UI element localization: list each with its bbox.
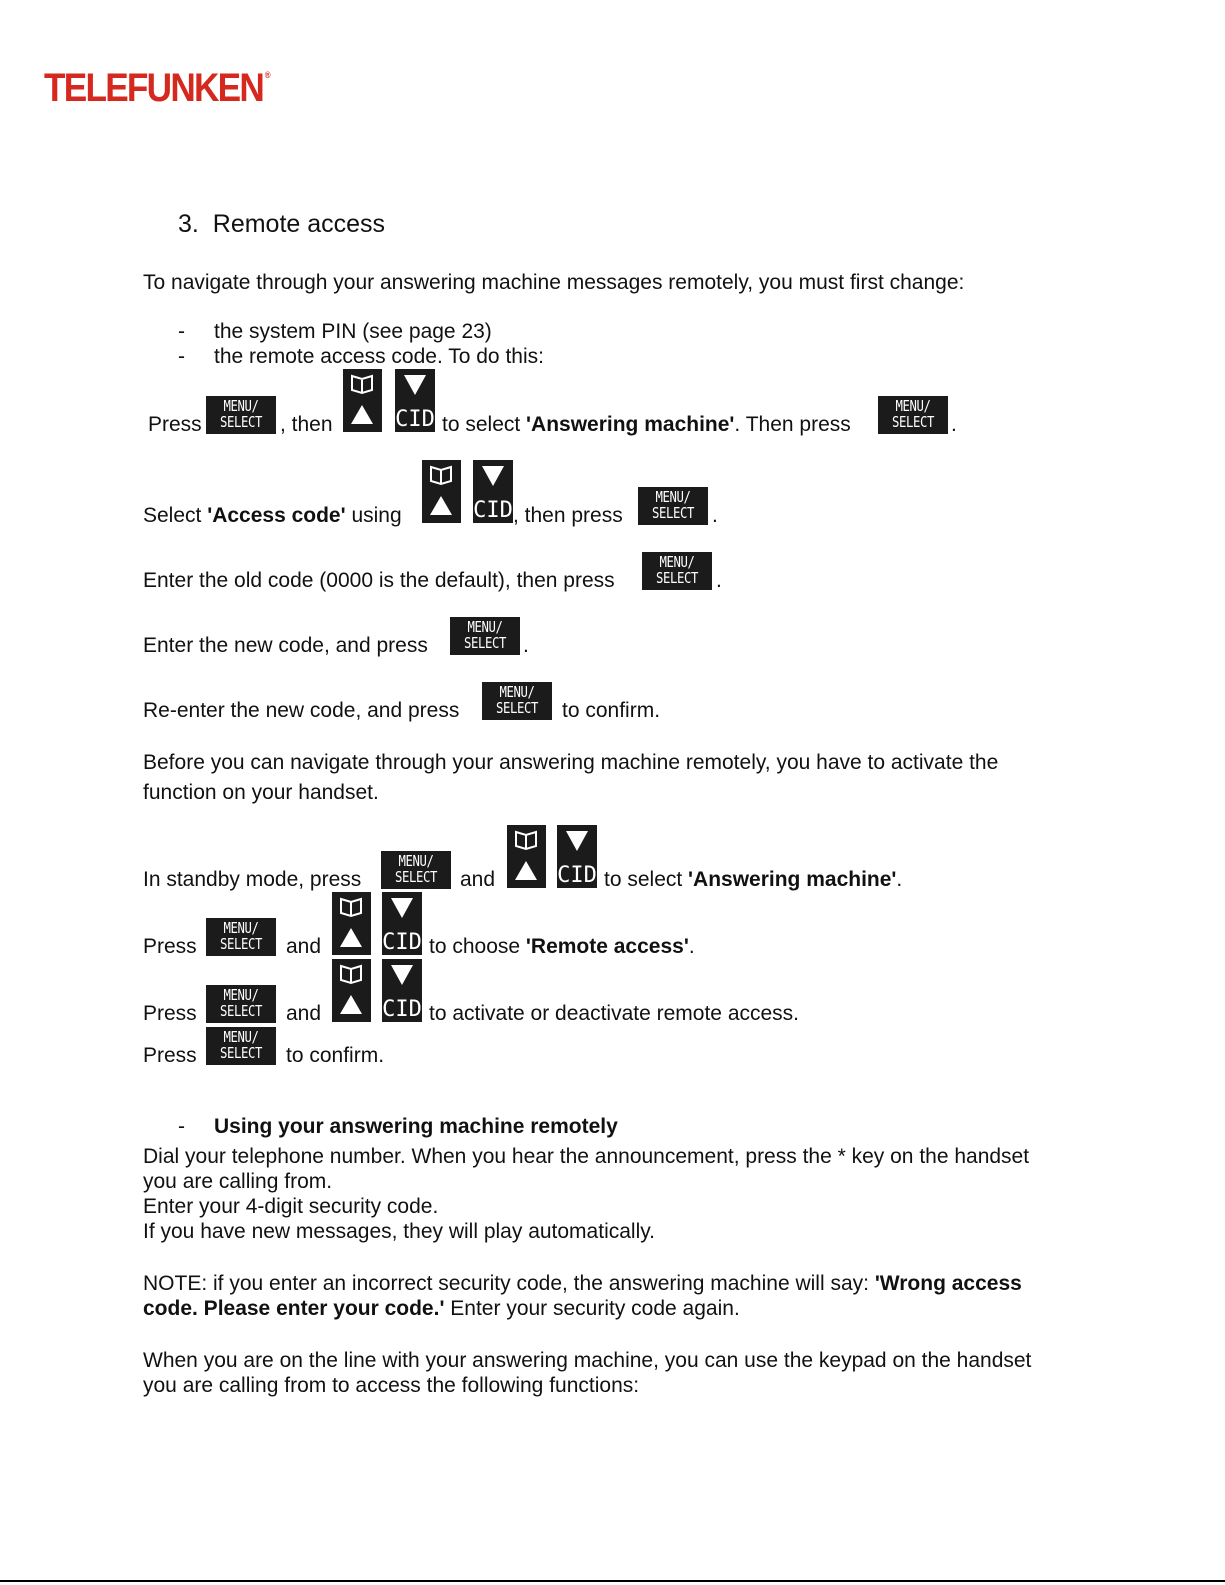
step7-and: and xyxy=(286,935,322,958)
step2-access-code: 'Access code' xyxy=(207,504,346,527)
note-line-1 xyxy=(143,1272,1022,1296)
section-number: 3. xyxy=(178,210,199,238)
step6-select-line xyxy=(604,868,902,892)
remote-heading: Using your answering machine remotely xyxy=(214,1115,618,1138)
step1-then: , then xyxy=(280,413,333,436)
menu-select-key-icon: MENU/ SELECT xyxy=(206,1027,276,1065)
step7-to-choose: to choose xyxy=(429,935,526,958)
menu-select-key-icon: MENU/ SELECT xyxy=(206,918,276,956)
cid-down-key-icon xyxy=(473,460,513,523)
step6-and: and xyxy=(460,868,496,891)
step5-confirm: to confirm. xyxy=(562,699,661,722)
book-up-key-icon xyxy=(332,959,371,1022)
step4-period: . xyxy=(523,634,529,657)
step5-text: Re-enter the new code, and press xyxy=(143,699,460,722)
section-title: Remote access xyxy=(212,210,386,238)
step7-remote-access: 'Remote access' xyxy=(525,935,689,958)
step1-answering-machine: 'Answering machine' xyxy=(526,413,735,436)
step1-line xyxy=(442,413,851,437)
note-again: Enter your security code again. xyxy=(444,1297,740,1320)
section-heading xyxy=(178,210,385,239)
step2-select: Select xyxy=(143,504,208,527)
step6-text: In standby mode, press xyxy=(143,868,362,891)
remote-line-2: you are calling from. xyxy=(143,1170,333,1193)
final-line-1: When you are on the line with your answering machine, you can use the keypad on the handset xyxy=(143,1349,1032,1372)
step8-press: Press xyxy=(143,1002,197,1025)
cid-down-key-icon xyxy=(382,892,422,955)
step1-press: Press xyxy=(148,413,202,436)
step1-to-select: to select xyxy=(442,413,527,436)
book-up-key-icon xyxy=(422,460,461,523)
step2-period: . xyxy=(712,504,718,527)
step8-activate: to activate or deactivate remote access. xyxy=(429,1002,800,1025)
step3-period: . xyxy=(716,569,722,592)
step9-confirm: to confirm. xyxy=(286,1044,385,1067)
cid-down-key-icon xyxy=(557,825,597,888)
step6-to-select: to select xyxy=(604,868,689,891)
book-up-key-icon xyxy=(343,369,382,432)
note-text: NOTE: if you enter an incorrect security code, the answering machine will say: xyxy=(143,1272,875,1295)
svg-text:CID: CID xyxy=(473,498,513,523)
menu-select-key-icon: MENU/ SELECT xyxy=(206,396,276,434)
step2-line xyxy=(143,504,402,528)
step7-period: . xyxy=(688,935,695,958)
note-wrong-access: 'Wrong access xyxy=(874,1272,1022,1295)
step2-using: using xyxy=(345,504,402,527)
svg-text:CID: CID xyxy=(557,863,597,888)
svg-text:CID: CID xyxy=(382,930,422,955)
remote-dash: - xyxy=(178,1115,185,1138)
bullet-system-pin: the system PIN (see page 23) xyxy=(214,320,492,343)
intro-paragraph: To navigate through your answering machine messages remotely, you must first change: xyxy=(143,271,965,294)
step1-then-press: . Then press xyxy=(734,413,851,436)
svg-text:CID: CID xyxy=(395,407,435,432)
menu-select-key-icon: MENU/ SELECT xyxy=(878,396,948,434)
cid-down-key-icon xyxy=(382,959,422,1022)
note-enter-code: code. Please enter your code.' xyxy=(143,1297,445,1320)
remote-line-4: If you have new messages, they will play automatically. xyxy=(143,1220,656,1243)
menu-select-key-icon: MENU/ SELECT xyxy=(450,617,520,655)
bullet-dash-1: - xyxy=(178,320,185,343)
step6-period: . xyxy=(896,868,903,891)
menu-select-key-icon: MENU/ SELECT xyxy=(642,552,712,590)
bullet-dash-2: - xyxy=(178,345,185,368)
step1-period: . xyxy=(951,413,957,436)
svg-text:CID: CID xyxy=(382,997,422,1022)
bullet-remote-code: the remote access code. To do this: xyxy=(214,345,544,368)
book-up-key-icon xyxy=(507,825,546,888)
final-line-2: you are calling from to access the following functions: xyxy=(143,1374,640,1397)
book-up-key-icon xyxy=(332,892,371,955)
activate-paragraph: Before you can navigate through your answering machine remotely, you have to activate the function on your handset. xyxy=(143,751,999,804)
step7-press: Press xyxy=(143,935,197,958)
telefunken-logo xyxy=(44,66,269,111)
remote-line-1: Dial your telephone number. When you hear the announcement, press the * key on the handset xyxy=(143,1145,1030,1168)
menu-select-key-icon: MENU/ SELECT xyxy=(482,682,552,720)
step9-press: Press xyxy=(143,1044,197,1067)
menu-select-key-icon: MENU/ SELECT xyxy=(206,985,276,1023)
note-line-2 xyxy=(143,1297,740,1321)
step6-answering-machine: 'Answering machine' xyxy=(688,868,897,891)
brand-name: TELEFUNKEN xyxy=(44,66,264,110)
step8-and: and xyxy=(286,1002,322,1025)
step7-choose-line xyxy=(429,935,695,959)
page-bottom-rule xyxy=(0,1580,1225,1582)
remote-line-3: Enter your 4-digit security code. xyxy=(143,1195,439,1218)
step2-then-press: , then press xyxy=(513,504,623,527)
registered-mark: ® xyxy=(264,70,271,80)
cid-down-key-icon xyxy=(395,369,435,432)
menu-select-key-icon: MENU/ SELECT xyxy=(381,851,451,889)
step3-text: Enter the old code (0000 is the default), then press xyxy=(143,569,615,592)
menu-select-key-icon: MENU/ SELECT xyxy=(638,487,708,525)
step4-text: Enter the new code, and press xyxy=(143,634,428,657)
